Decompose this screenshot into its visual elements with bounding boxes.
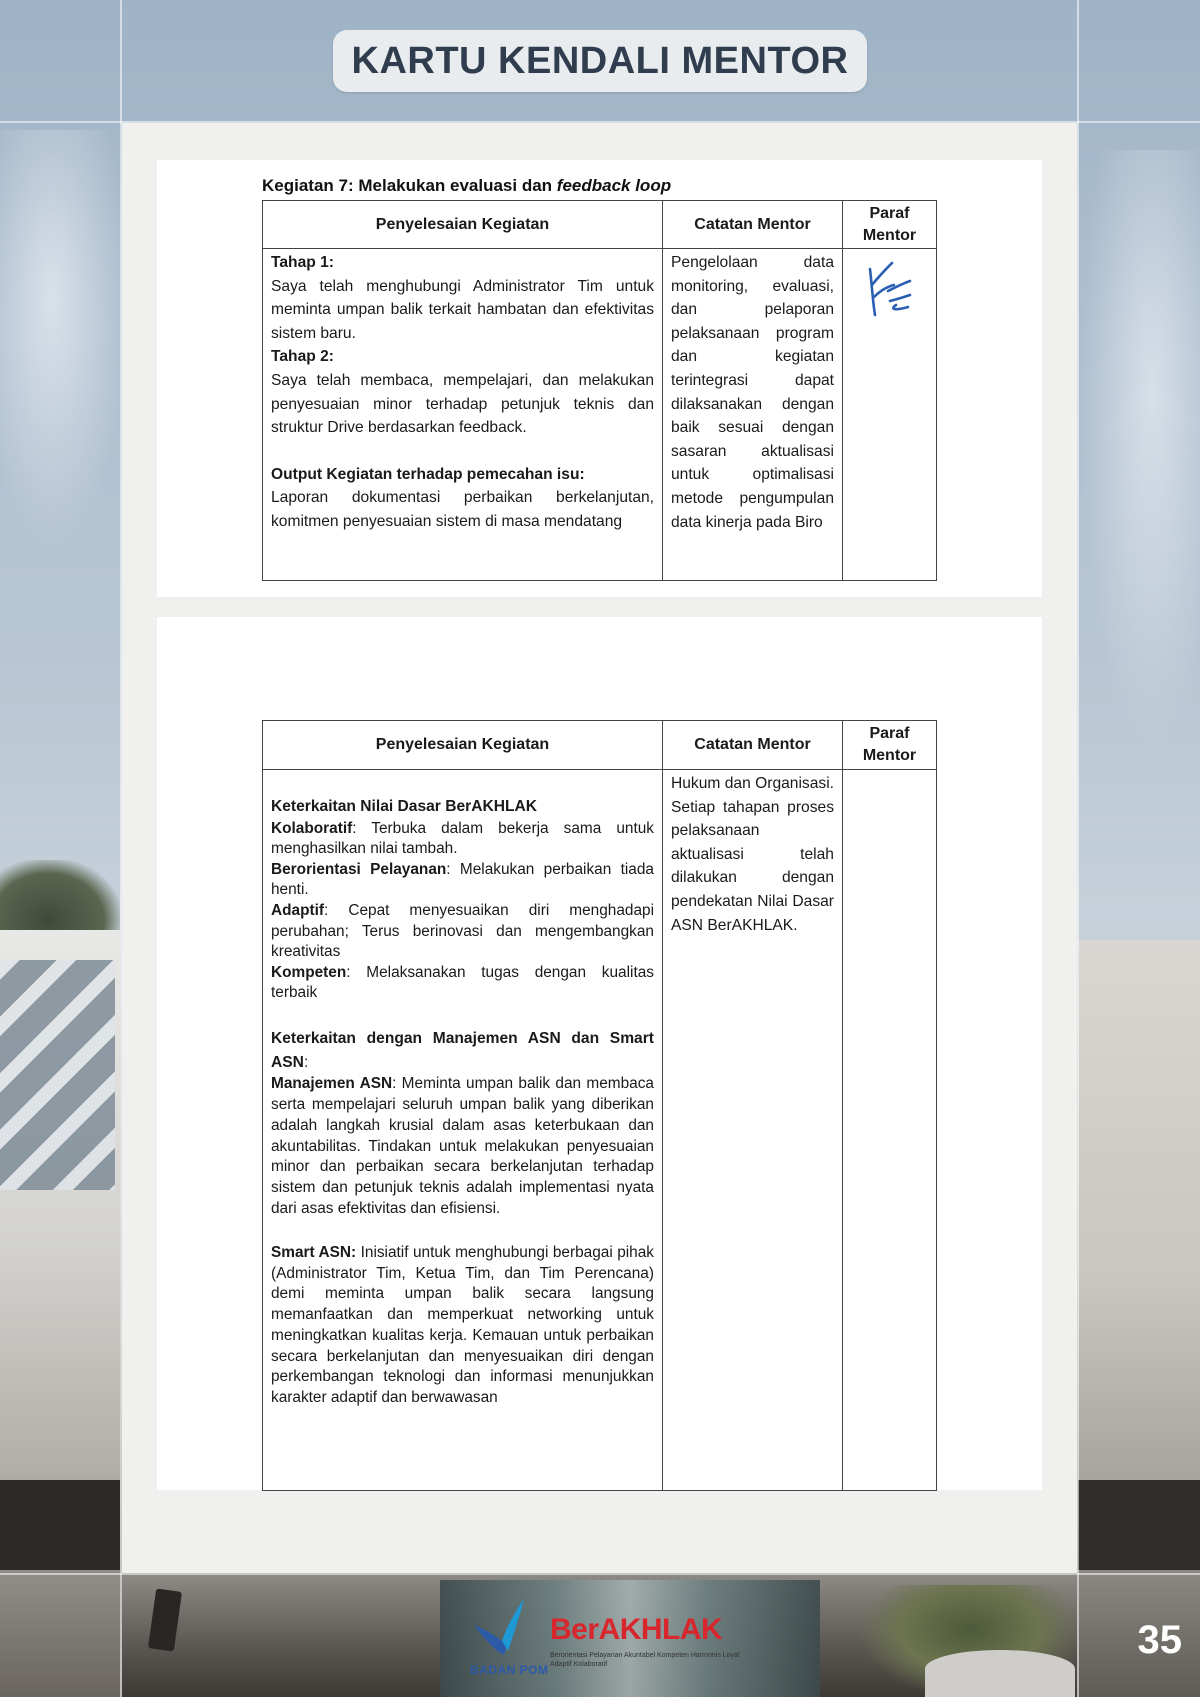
- cell-catatan: [663, 249, 843, 581]
- output-text: Laporan dokumentasi perbaikan berkelanjutan, komitmen penyesuaian sistem di masa mendatang: [271, 489, 654, 530]
- background-cloud: [1080, 150, 1200, 750]
- background-shadow: [0, 1480, 120, 1570]
- kolaboratif-label: Kolaboratif: [271, 819, 353, 837]
- table-header-row: [263, 201, 937, 249]
- spacer: [271, 1004, 654, 1027]
- smart-asn-text: Inisiatif untuk menghubungi berbagai pihak (Administrator Tim, Ketua Tim, dan Tim Perencana) demi meminta umpan balik secara langsung memanfaatkan dan memperkuat networking untuk meningkatkan kualitas kerja. Kemauan untuk perbaikan secara berkelanjutan dan menyesuaikan diri dengan perkembangan teknologi dan informasi menunjukkan karakter adaptif dan berwawasan: [271, 1243, 654, 1407]
- cell-catatan: [663, 770, 843, 1491]
- catatan-mentor-text: Pengelolaan data monitoring, evaluasi, dan pelaporan pelaksanaan program dan kegiatan terintegrasi dapat dilaksanakan dengan baik sesuai dengan sasaran aktualisasi untuk optimalisasi metode pengumpulan data kinerja pada Biro: [671, 254, 834, 531]
- bpom-logo-icon: [470, 1595, 530, 1661]
- header-paraf: [843, 201, 937, 249]
- background-window: [0, 960, 115, 1190]
- catatan-mentor-text: Hukum dan Organisasi. Setiap tahapan proses pelaksanaan aktualisasi telah dilakukan dengan pendekatan Nilai Dasar ASN BerAKHLAK.: [671, 775, 834, 934]
- manajemen-title-text: Keterkaitan dengan Manajemen ASN dan Smart ASN: [271, 1029, 654, 1071]
- adaptif-item: [271, 901, 654, 963]
- smart-asn-item: [271, 1243, 654, 1409]
- manajemen-title-suffix: :: [303, 1053, 309, 1071]
- mentor-control-table-1: [262, 200, 937, 581]
- mentor-control-table-2: [262, 720, 937, 1491]
- berakhlak-logo-subtitle: Berorientasi Pelayanan Akuntabel Kompeten Harmonis Loyal Adaptif Kolaboratif: [550, 1652, 740, 1668]
- adaptif-text: : Cepat menyesuaikan diri menghadapi perubahan; Terus berinovasi dan mengembangkan kreativitas: [271, 901, 654, 961]
- pelayanan-text: : Melakukan perbaikan tiada henti.: [271, 860, 654, 899]
- spacer: [271, 1220, 654, 1243]
- smart-asn-label: Smart ASN:: [271, 1243, 357, 1261]
- nilai-dasar-title: Keterkaitan Nilai Dasar BerAKHLAK: [271, 798, 538, 815]
- mentor-signature-icon: [860, 257, 920, 321]
- header-penyelesaian: Penyelesaian Kegiatan: [263, 721, 663, 770]
- adaptif-label: Adaptif: [271, 901, 325, 919]
- page-title: KARTU KENDALI MENTOR: [351, 39, 849, 82]
- header-paraf: [843, 721, 937, 770]
- tahap1-title: Tahap 1:: [271, 254, 334, 271]
- kompeten-item: [271, 963, 654, 1004]
- page-title-banner: [333, 30, 867, 92]
- header-paraf-line1: Paraf: [869, 725, 910, 742]
- bpom-logo-text: BADAN POM: [470, 1663, 549, 1677]
- tahap2-text: Saya telah membaca, mempelajari, dan melakukan penyesuaian minor terhadap petunjuk teknis dan struktur Drive berdasarkan feedback.: [271, 371, 654, 437]
- header-catatan: Catatan Mentor: [663, 201, 843, 249]
- background-cloud: [0, 130, 130, 550]
- frame-line: [0, 1573, 1200, 1575]
- activity-heading: [262, 176, 671, 196]
- frame-line: [1077, 0, 1079, 1697]
- kolaboratif-text: : Terbuka dalam bekerja sama untuk menghasilkan nilai tambah.: [271, 819, 654, 858]
- kolaboratif-item: [271, 819, 654, 860]
- header-paraf-line2: Mentor: [862, 747, 917, 764]
- pelayanan-label: Berorientasi Pelayanan: [271, 860, 447, 878]
- manajemen-text: : Meminta umpan balik dan membaca serta mempelajari seluruh umpan balik yang diberikan adalah langkah krusial dalam asas keterbukaan dan akuntabilitas. Tindakan untuk melakukan penyesuaian minor dan perbaikan secara berkelanjutan terhadap sistem dan petunjuk teknis adalah implementasi nyata dari asas efektivitas dan efisiensi.: [271, 1075, 654, 1217]
- header-catatan: Catatan Mentor: [663, 721, 843, 770]
- background-pot: [925, 1650, 1075, 1697]
- kompeten-text: : Melaksanakan tugas dengan kualitas terbaik: [271, 963, 654, 1002]
- footer-logos: [470, 1595, 740, 1685]
- manajemen-title: [271, 1027, 654, 1074]
- spacer: [271, 440, 654, 463]
- header-paraf-line1: Paraf: [869, 204, 910, 222]
- page-number: 35: [1137, 1618, 1182, 1662]
- background-shadow: [1078, 1480, 1200, 1570]
- manajemen-item: [271, 1074, 654, 1220]
- background-building-right: [1078, 940, 1200, 1697]
- table-row: [263, 770, 937, 1491]
- header-penyelesaian: Penyelesaian Kegiatan: [263, 201, 663, 249]
- pelayanan-item: [271, 860, 654, 901]
- table-header-row: [263, 721, 937, 770]
- tahap1-text: Saya telah menghubungi Administrator Tim untuk meminta umpan balik terkait hambatan dan efektivitas sistem baru.: [271, 277, 654, 342]
- cell-paraf: [843, 249, 937, 581]
- activity-heading-text: Kegiatan 7: Melakukan evaluasi dan: [262, 176, 557, 195]
- berakhlak-logo-text: BerAKHLAK: [550, 1613, 723, 1646]
- header-paraf-line2: Mentor: [862, 226, 917, 244]
- output-title: Output Kegiatan terhadap pemecahan isu:: [271, 465, 585, 483]
- activity-heading-italic: feedback loop: [556, 176, 672, 195]
- cell-penyelesaian: [263, 249, 663, 581]
- table-row: [263, 249, 937, 581]
- cell-paraf-empty: [843, 770, 937, 1491]
- tahap2-title: Tahap 2:: [271, 348, 334, 366]
- kompeten-label: Kompeten: [271, 963, 347, 981]
- spacer: [271, 772, 654, 795]
- cell-penyelesaian: [263, 770, 663, 1491]
- manajemen-label: Manajemen ASN: [271, 1075, 393, 1093]
